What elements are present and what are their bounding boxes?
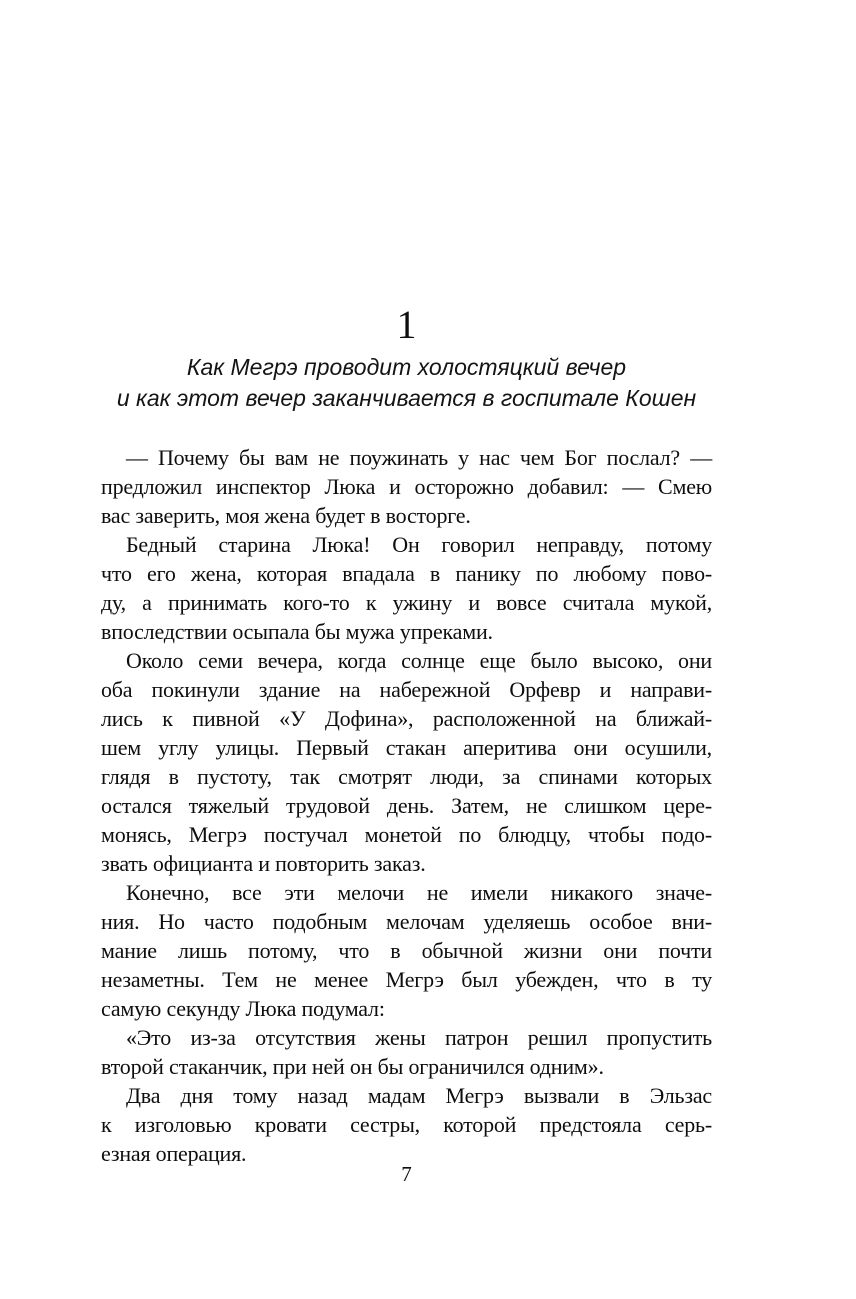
text-line: Два дня тому назад мадам Мегрэ вызвали в Эльзас: [126, 1083, 712, 1108]
paragraph: [101, 878, 712, 1023]
text-line: Около семи вечера, когда солнце еще было высоко, они: [126, 648, 712, 673]
subtitle-line: Как Мегрэ проводит холостяцкий вечер: [186, 354, 627, 380]
paragraph: [101, 530, 712, 646]
text-line: ду, а принимать кого-то к ужину и вовсе считала мукой,: [101, 590, 712, 615]
paragraph: [101, 646, 712, 878]
paragraph: [101, 1081, 712, 1168]
text-line: лись к пивной «У Дофина», расположенной на ближай-: [101, 706, 712, 731]
text-line: Бедный старина Люка! Он говорил неправду, потому: [126, 532, 712, 557]
page-number: 7: [401, 1162, 412, 1186]
text-line: — Почему бы вам не поужинать у нас чем Бог послал? —: [126, 445, 712, 470]
text-line: вас заверить, моя жена будет в восторге.: [101, 503, 471, 528]
text-line: монясь, Мегрэ постучал монетой по блюдцу, чтобы подо-: [101, 822, 712, 847]
chapter-subtitle: [101, 352, 712, 414]
text-line: остался тяжелый трудовой день. Затем, не слишком цере-: [101, 793, 712, 818]
text-line: оба покинули здание на набережной Орфевр и направи-: [101, 677, 712, 702]
text-line: впоследствии осыпала бы мужа упреками.: [101, 619, 493, 644]
text-line: незаметны. Тем не менее Мегрэ был убежден, что в ту: [101, 967, 712, 992]
text-line: шем углу улицы. Первый стакан аперитива они осушили,: [101, 735, 712, 760]
text-line: к изголовью кровати сестры, которой предстояла серь-: [101, 1112, 712, 1137]
chapter-number: 1: [396, 302, 417, 347]
text-line: глядя в пустоту, так смотрят люди, за спинами которых: [101, 764, 712, 789]
text-line: предложил инспектор Люка и осторожно добавил: — Смею: [101, 474, 712, 499]
text-line: что его жена, которая впадала в панику по любому пово-: [101, 561, 712, 586]
text-line: самую секунду Люка подумал:: [101, 996, 385, 1021]
text-line: Конечно, все эти мелочи не имели никакого значе-: [126, 880, 712, 905]
text-line: звать официанта и повторить заказ.: [101, 851, 426, 876]
text-line: «Это из-за отсутствия жены патрон решил пропустить: [126, 1025, 712, 1050]
text-line: второй стаканчик, при ней он бы ограничился одним».: [101, 1054, 604, 1079]
paragraph: [101, 443, 712, 530]
text-line: ния. Но часто подобным мелочам уделяешь особое вни-: [101, 909, 712, 934]
text-line: езная операция.: [101, 1141, 247, 1166]
text-line: мание лишь потому, что в обычной жизни они почти: [101, 938, 712, 963]
paragraph: [101, 1023, 712, 1081]
subtitle-line: и как этот вечер заканчивается в госпитале Кошен: [116, 385, 697, 411]
body-text: [101, 443, 712, 1168]
